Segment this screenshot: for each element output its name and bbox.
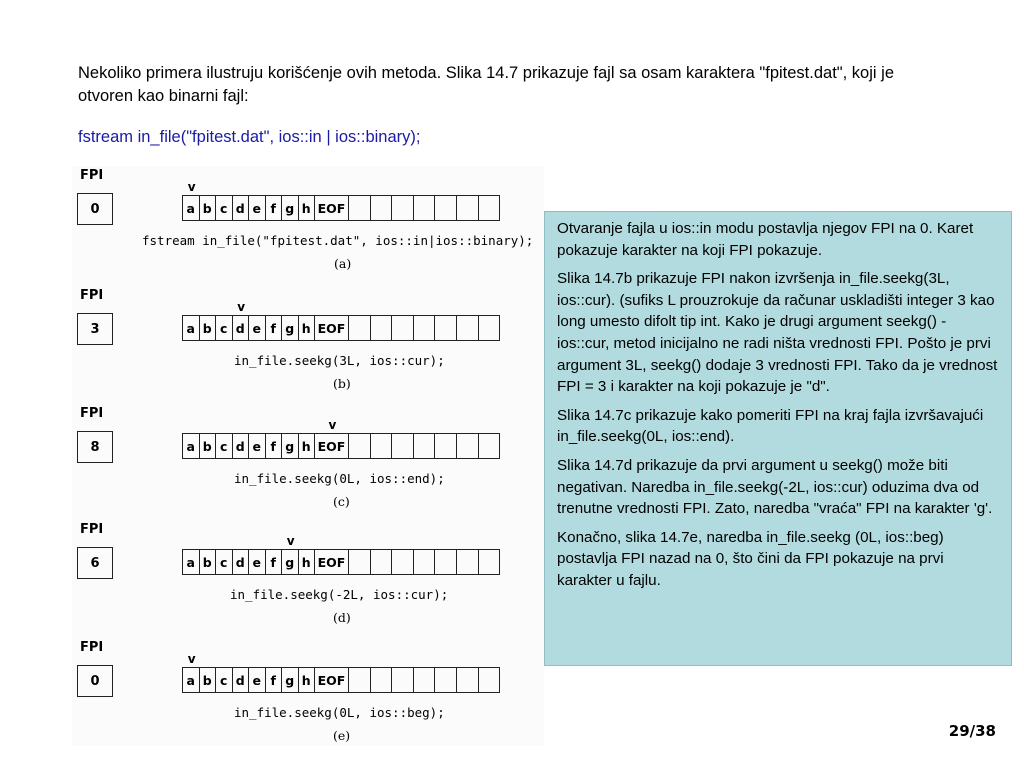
file-cell: e [249, 550, 266, 574]
file-cell: d [233, 316, 250, 340]
file-cell: d [233, 434, 250, 458]
file-cell [349, 550, 371, 574]
fpi-value-box: 0 [77, 665, 113, 697]
file-cell [349, 196, 371, 220]
file-cell: g [282, 196, 299, 220]
file-cell: b [200, 196, 217, 220]
fpi-label: FPI [80, 288, 104, 303]
file-cell: f [266, 434, 283, 458]
file-cell [414, 196, 436, 220]
file-cell [457, 434, 479, 458]
file-cell [479, 668, 501, 692]
file-cell: c [216, 196, 233, 220]
panel-caption: (d) [333, 610, 351, 625]
file-cell: c [216, 316, 233, 340]
file-cells [182, 195, 500, 221]
file-cell: f [266, 196, 283, 220]
file-cell [435, 316, 457, 340]
figure-panel [72, 640, 544, 756]
file-cell [392, 550, 414, 574]
figure-14-7 [72, 166, 544, 746]
fpi-label: FPI [80, 522, 104, 537]
file-cell [479, 316, 501, 340]
intro-paragraph: Nekoliko primera ilustruju korišćenje ovih metoda. Slika 14.7 prikazuje fajl sa osam karaktera "fpitest.dat", koji je otvoren kao binarni fajl: [78, 64, 894, 105]
file-cell: d [233, 550, 250, 574]
caret-marker: v [187, 652, 196, 666]
panel-caption: (e) [333, 728, 351, 743]
file-cell: a [183, 434, 200, 458]
caret-marker: v [328, 418, 337, 432]
seek-statement: in_file.seekg(3L, ios::cur); [234, 353, 445, 368]
fpi-label: FPI [80, 406, 104, 421]
file-cell: h [299, 550, 316, 574]
file-cell [457, 668, 479, 692]
fpi-value-box: 6 [77, 547, 113, 579]
caret-marker: v [286, 534, 295, 548]
file-cell [371, 550, 393, 574]
file-cell [435, 668, 457, 692]
file-cells [182, 667, 500, 693]
file-cell: e [249, 196, 266, 220]
page-number: 29/38 [948, 722, 996, 740]
figure-panel [72, 168, 544, 284]
file-cell: g [282, 434, 299, 458]
file-cell [479, 550, 501, 574]
note-paragraph-2: Slika 14.7b prikazuje FPI nakon izvršenja in_file.seekg(3L, ios::cur). (sufiks L prouzrokuje da računar uskladišti integer 3 kao long umesto difolt tip int. Kako je drugi argument seekg() - ios::cur, metod inicijalno ne radi ništa vrednosti FPI. Pošto je prvi argument 3L, seekg() dodaje 3 vrednosti FPI. Tako da je vrednost FPI = 3 i karakter na koji pokazuje je "d". [557, 270, 998, 396]
file-cell [479, 196, 501, 220]
file-cell: EOF [315, 550, 349, 574]
file-cell: h [299, 196, 316, 220]
panel-caption: (c) [333, 494, 350, 509]
figure-panel [72, 288, 544, 404]
file-cell: g [282, 316, 299, 340]
file-cell [392, 668, 414, 692]
note-paragraph-1: Otvaranje fajla u ios::in modu postavlja njegov FPI na 0. Karet pokazuje karakter na koji FPI pokazuje. [557, 220, 974, 259]
caret-marker: v [237, 300, 246, 314]
fpi-label: FPI [80, 640, 104, 655]
file-cells [182, 315, 500, 341]
file-cell: f [266, 316, 283, 340]
file-cell [392, 434, 414, 458]
file-cell: h [299, 316, 316, 340]
file-cell: e [249, 668, 266, 692]
file-cell: EOF [315, 196, 349, 220]
file-cell: a [183, 316, 200, 340]
file-cell: e [249, 316, 266, 340]
file-cell [371, 316, 393, 340]
file-cell [392, 316, 414, 340]
fpi-value-box: 8 [77, 431, 113, 463]
file-cell [349, 434, 371, 458]
file-cells [182, 433, 500, 459]
file-cell [414, 550, 436, 574]
file-cell [414, 434, 436, 458]
file-cell: b [200, 316, 217, 340]
file-cell [479, 434, 501, 458]
file-cell [414, 316, 436, 340]
file-cell: b [200, 434, 217, 458]
file-cell [457, 550, 479, 574]
figure-panel [72, 406, 544, 522]
file-cell: h [299, 668, 316, 692]
seek-statement: in_file.seekg(-2L, ios::cur); [230, 587, 449, 602]
figure-panel [72, 522, 544, 638]
file-cell [414, 668, 436, 692]
note-paragraph-4: Slika 14.7d prikazuje da prvi argument u seekg() može biti negativan. Naredba in_file.seekg(-2L, ios::cur) oduzima dva od trenutne vrednosti FPI. Zato, naredba "vraća" FPI na karakter 'g'. [557, 456, 993, 518]
file-cell: c [216, 668, 233, 692]
seek-statement: fstream in_file("fpitest.dat", ios::in|ios::binary); [142, 233, 534, 248]
file-cell [435, 550, 457, 574]
fpi-label: FPI [80, 168, 104, 183]
file-cell: c [216, 550, 233, 574]
file-cell: a [183, 196, 200, 220]
fpi-value-box: 0 [77, 193, 113, 225]
file-cell: f [266, 668, 283, 692]
file-cell [371, 196, 393, 220]
file-cell [435, 434, 457, 458]
file-cell: e [249, 434, 266, 458]
file-cell: f [266, 550, 283, 574]
file-cell [457, 196, 479, 220]
note-paragraph-5: Konačno, slika 14.7e, naredba in_file.seekg (0L, ios::beg) postavlja FPI nazad na 0, što čini da FPI pokazuje na prvi karakter u fajlu. [557, 528, 944, 589]
file-cell: g [282, 668, 299, 692]
file-cell [371, 434, 393, 458]
file-cell: a [183, 668, 200, 692]
explanation-box [544, 211, 1012, 666]
file-cell [457, 316, 479, 340]
fpi-value-box: 3 [77, 313, 113, 345]
file-cells [182, 549, 500, 575]
file-cell [435, 196, 457, 220]
file-cell: d [233, 668, 250, 692]
note-paragraph-3: Slika 14.7c prikazuje kako pomeriti FPI na kraj fajla izvršavajući in_file.seekg(0L, ios::end). [557, 406, 984, 446]
file-cell [392, 196, 414, 220]
file-cell: h [299, 434, 316, 458]
code-example: fstream in_file("fpitest.dat", ios::in | ios::binary); [78, 128, 421, 146]
file-cell: d [233, 196, 250, 220]
file-cell [349, 668, 371, 692]
file-cell: b [200, 550, 217, 574]
panel-caption: (b) [333, 376, 351, 391]
file-cell: EOF [315, 668, 349, 692]
file-cell: c [216, 434, 233, 458]
caret-marker: v [187, 180, 196, 194]
file-cell: b [200, 668, 217, 692]
panel-caption: (a) [334, 256, 352, 271]
file-cell [349, 316, 371, 340]
file-cell: a [183, 550, 200, 574]
seek-statement: in_file.seekg(0L, ios::end); [234, 471, 445, 486]
file-cell: EOF [315, 434, 349, 458]
file-cell: g [282, 550, 299, 574]
seek-statement: in_file.seekg(0L, ios::beg); [234, 705, 445, 720]
file-cell [371, 668, 393, 692]
file-cell: EOF [315, 316, 349, 340]
